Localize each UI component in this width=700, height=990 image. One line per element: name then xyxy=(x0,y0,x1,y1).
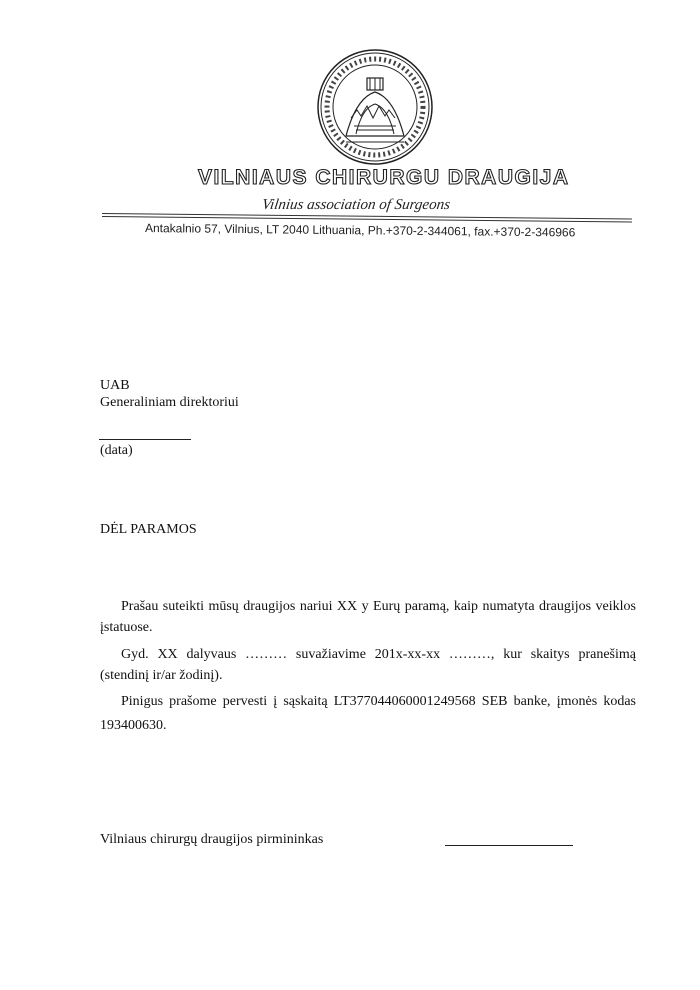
signature-title: Vilniaus chirurgų draugijos pirmininkas xyxy=(100,832,324,847)
organization-subtitle: Vilnius association of Surgeons xyxy=(260,197,452,213)
body-paragraph-1-line-1: Prašau suteikti mūsų draugijos nariui XX y Eurų paramą, kaip numatyta draugijos veiklos xyxy=(121,599,636,614)
signature-blank-line xyxy=(445,845,573,846)
body-paragraph-1-line-2: įstatuose. xyxy=(100,620,153,635)
letter-subject: DĖL PARAMOS xyxy=(100,522,197,537)
recipient-title: Generaliniam direktoriui xyxy=(100,395,239,410)
date-label: (data) xyxy=(100,443,133,458)
body-paragraph-2-line-2: (stendinį ir/ar žodinį). xyxy=(100,668,223,683)
society-seal-icon xyxy=(316,48,434,166)
letterhead-address: Antakalnio 57, Vilnius, LT 2040 Lithuania, Ph.+370-2-344061, fax.+370-2-346966 xyxy=(144,221,576,240)
body-paragraph-2-line-1: Gyd. XX dalyvaus ……… suvažiavime 201x-xx-xx ………, kur skaitys pranešimą xyxy=(121,647,636,662)
recipient-company: UAB xyxy=(100,378,130,393)
date-blank-line xyxy=(99,439,191,440)
body-paragraph-3-line-2: 193400630. xyxy=(100,718,167,733)
body-paragraph-3-line-1: Pinigus prašome pervesti į sąskaitą LT377044060001249568 SEB banke, įmonės kodas xyxy=(121,694,636,709)
organization-name: VILNIAUS CHIRURGU DRAUGIJA xyxy=(198,166,570,189)
